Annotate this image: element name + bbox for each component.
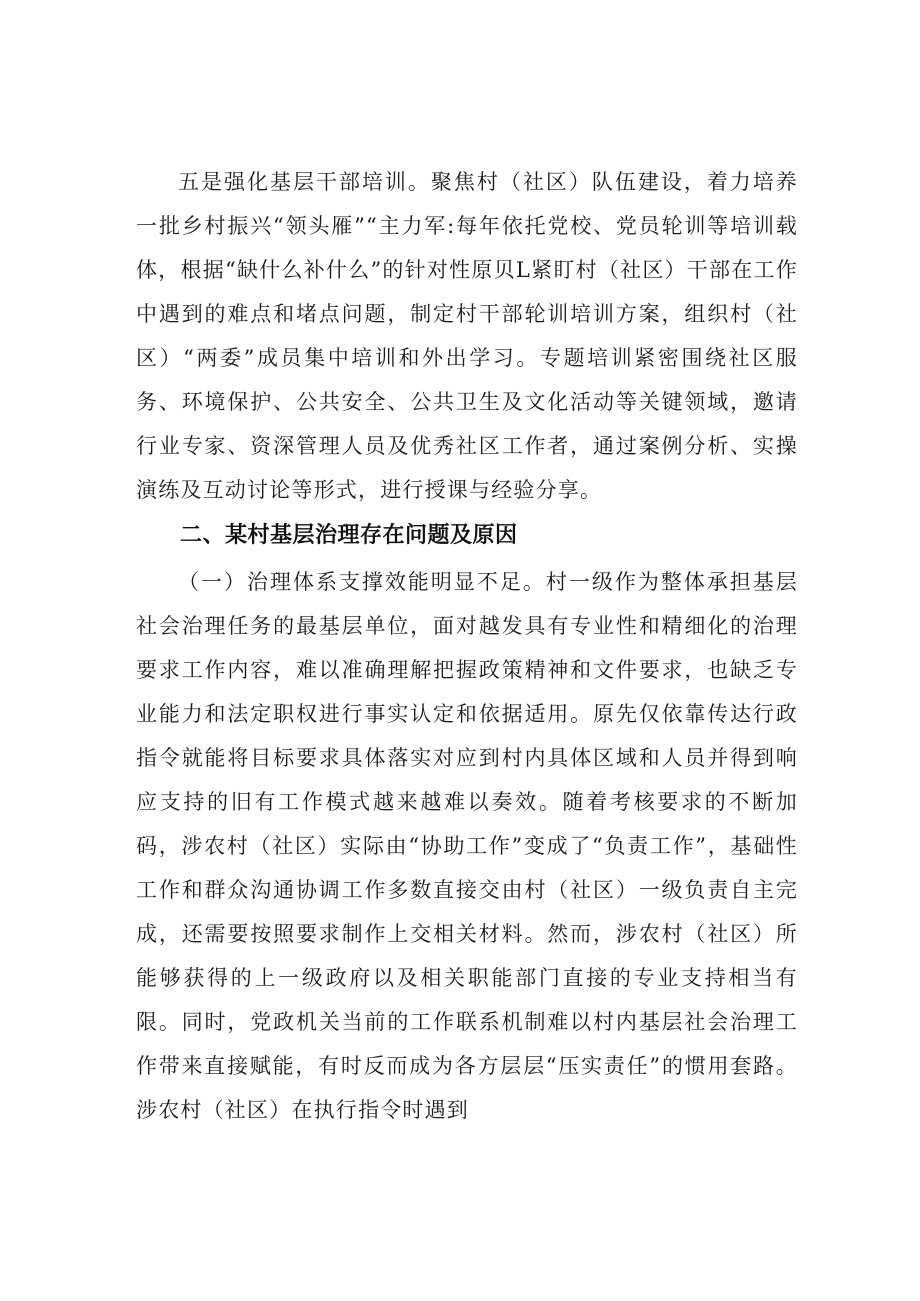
document-body bbox=[136, 160, 798, 1132]
section-heading-problems: 二、某村基层治理存在问题及原因 bbox=[180, 523, 518, 548]
paragraph-governance-support: （一）治理体系支撑效能明显不足。村一级作为整体承担基层社会治理任务的最基层单位，面对越发具有专业性和精细化的治理要求工作内容，难以准确理解把握政策精神和文件要求，也缺乏专业能力和法定职权进行事实认定和依据适用。原先仅依靠传达行政指令就能将目标要求具体落实对应到村内具体区域和人员并得到响应支持的旧有工作模式越来越难以奏效。随着考核要求的不断加码，涉农村（社区）实际由“协助工作”变成了“负责工作”，基础性工作和群众沟通协调工作多数直接交由村（社区）一级负责自主完成，还需要按照要求制作上交相关材料。然而，涉农村（社区）所能够获得的上一级政府以及相关职能部门直接的专业支持相当有限。同时，党政机关当前的工作联系机制难以村内基层社会治理工作带来直接赋能，有时反而成为各方层层“压实责任”的惯用套路。涉农村（社区）在执行指令时遇到 bbox=[136, 570, 798, 1122]
paragraph-cadre-training: 五是强化基层干部培训。聚焦村（社区）队伍建设，着力培养一批乡村振兴“领头雁”“主力军:每年依托党校、党员轮训等培训载体，根据“缺什么补什么”的针对性原贝L紧盯村（社区）干部在工作中遇到的难点和堵点问题，制定村干部轮训培训方案，组织村（社区）“两委”成员集中培训和外出学习。专题培训紧密围绕社区服务、环境保护、公共安全、公共卫生及文化活动等关键领域，邀请行业专家、资深管理人员及优秀社区工作者，通过案例分析、实操演练及互动讨论等形式，进行授课与经验分享。 bbox=[136, 170, 798, 502]
